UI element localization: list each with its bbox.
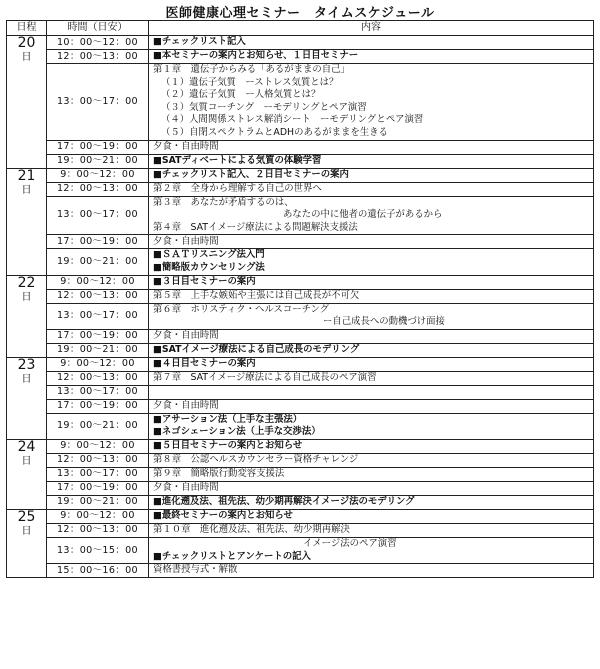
day-cell xyxy=(7,168,47,275)
content-cell xyxy=(149,385,594,399)
day-suffix: 日 xyxy=(21,373,32,385)
schedule-row xyxy=(7,140,594,154)
header-content: 内容 xyxy=(149,21,594,36)
day-suffix: 日 xyxy=(21,455,32,467)
time-cell: 19：00〜21：00 xyxy=(47,343,149,357)
schedule-row xyxy=(7,371,594,385)
content-cell xyxy=(149,36,594,50)
content-cell xyxy=(149,495,594,509)
content-cell xyxy=(149,303,594,329)
time-cell: 15：00〜16：00 xyxy=(47,564,149,578)
time-cell: 19：00〜21：00 xyxy=(47,154,149,168)
content-cell xyxy=(149,371,594,385)
content-cell xyxy=(149,140,594,154)
day-number: 23 xyxy=(17,357,36,373)
schedule-row xyxy=(7,385,594,399)
content-line: 第８章 公認ヘルスカウンセラー資格チャレンジ xyxy=(153,454,359,466)
content-cell xyxy=(149,182,594,196)
schedule-row xyxy=(7,564,594,578)
schedule-row xyxy=(7,537,594,563)
schedule-row xyxy=(7,36,594,50)
content-line: 資格書授与式・解散 xyxy=(153,564,238,576)
schedule-row xyxy=(7,196,594,235)
time-cell: 13：00〜15：00 xyxy=(47,537,149,563)
schedule-row xyxy=(7,249,594,275)
content-line: イメージ法のペア演習 xyxy=(303,537,397,549)
time-cell: 12：00〜13：00 xyxy=(47,371,149,385)
time-cell: 9：00〜12：00 xyxy=(47,439,149,453)
content-line: ■ネゴシェーション法（上手な交渉法） xyxy=(153,426,321,438)
content-line: ■SATディベートによる気質の体験学習 xyxy=(153,154,322,166)
content-cell xyxy=(149,537,594,563)
day-suffix: 日 xyxy=(21,525,32,537)
schedule-row xyxy=(7,481,594,495)
content-line: 第５章 上手な嫉妬や主張には自己成長が不可欠 xyxy=(153,289,360,301)
schedule-row xyxy=(7,453,594,467)
schedule-row xyxy=(7,467,594,481)
content-line: （１）遺伝子気質 ーストレス気質とは？ xyxy=(161,76,339,88)
content-line: ■ＳＡＴリスニング法入門 xyxy=(153,249,265,261)
schedule-row xyxy=(7,357,594,371)
content-line: 夕食・自由時間 xyxy=(153,329,219,341)
schedule-row xyxy=(7,399,594,413)
content-line: （３）気質コーチング ーモデリングとペア演習 xyxy=(161,101,367,113)
time-cell: 9：00〜12：00 xyxy=(47,275,149,289)
time-cell: 10：00〜12：00 xyxy=(47,36,149,50)
schedule-body xyxy=(7,36,594,578)
schedule-row xyxy=(7,303,594,329)
content-line: ー自己成長への動機づけ面接 xyxy=(323,316,445,328)
schedule-row xyxy=(7,329,594,343)
time-cell: 17：00〜19：00 xyxy=(47,329,149,343)
time-cell: 17：00〜19：00 xyxy=(47,140,149,154)
content-line: あなたの中に他者の遺伝子があるから xyxy=(283,209,443,221)
content-line: 第３章 あなたが矛盾するのは、 xyxy=(153,196,294,208)
content-cell xyxy=(149,399,594,413)
time-cell: 13：00〜17：00 xyxy=(47,64,149,141)
time-cell: 13：00〜17：00 xyxy=(47,303,149,329)
time-cell: 9：00〜12：00 xyxy=(47,357,149,371)
content-line: 夕食・自由時間 xyxy=(153,140,219,152)
time-cell: 12：00〜13：00 xyxy=(47,50,149,64)
day-number: 22 xyxy=(17,275,36,291)
time-cell: 9：00〜12：00 xyxy=(47,168,149,182)
content-line: ■３日目セミナーの案内 xyxy=(153,275,256,287)
schedule-row xyxy=(7,64,594,141)
header-day: 日程 xyxy=(7,21,47,36)
content-line: ■５日目セミナーの案内とお知らせ xyxy=(153,440,303,452)
schedule-row xyxy=(7,50,594,64)
content-cell xyxy=(149,64,594,141)
day-cell xyxy=(7,275,47,357)
day-number: 24 xyxy=(17,439,36,455)
content-line: 夕食・自由時間 xyxy=(153,399,219,411)
content-line: 第６章 ホリスティク・ヘルスコーチング xyxy=(153,303,330,315)
content-line: ■チェックリスト記入、２日目セミナーの案内 xyxy=(153,168,349,180)
content-line: 第９章 簡略版行動変容支援法 xyxy=(153,468,285,480)
day-cell xyxy=(7,357,47,439)
schedule-row xyxy=(7,235,594,249)
time-cell: 13：00〜17：00 xyxy=(47,196,149,235)
content-cell xyxy=(149,289,594,303)
day-cell xyxy=(7,36,47,169)
content-cell xyxy=(149,509,594,523)
schedule-row xyxy=(7,523,594,537)
time-cell: 12：00〜13：00 xyxy=(47,523,149,537)
content-line: ■チェックリスト記入 xyxy=(153,36,246,48)
day-number: 21 xyxy=(17,168,36,184)
content-cell xyxy=(149,249,594,275)
day-suffix: 日 xyxy=(21,184,32,196)
content-cell xyxy=(149,523,594,537)
time-cell: 19：00〜21：00 xyxy=(47,495,149,509)
content-cell xyxy=(149,275,594,289)
content-cell xyxy=(149,235,594,249)
content-line xyxy=(153,386,589,399)
content-line: 第１章 遺伝子からみる「あるがままの自己」 xyxy=(153,64,350,75)
content-line: 第１０章 進化遡及法、祖先法、幼少期再解決 xyxy=(153,524,350,536)
day-suffix: 日 xyxy=(21,291,32,303)
content-line: 第２章 全身から理解する自己の世界へ xyxy=(153,182,322,194)
time-cell: 17：00〜19：00 xyxy=(47,235,149,249)
schedule-row xyxy=(7,343,594,357)
content-cell xyxy=(149,439,594,453)
content-line: （２）遺伝子気質 ー人格気質とは？ xyxy=(161,89,321,101)
content-line: 夕食・自由時間 xyxy=(153,235,219,247)
content-line: ■進化遡及法、祖先法、幼少期再解決イメージ法のモデリング xyxy=(153,496,415,508)
content-cell xyxy=(149,343,594,357)
time-cell: 13：00〜17：00 xyxy=(47,385,149,399)
schedule-row xyxy=(7,495,594,509)
schedule-row xyxy=(7,154,594,168)
content-line: ■最終セミナーの案内とお知らせ xyxy=(153,510,293,522)
schedule-row xyxy=(7,439,594,453)
content-line: ■SATイメージ療法による自己成長のモデリング xyxy=(153,343,360,355)
time-cell: 12：00〜13：00 xyxy=(47,182,149,196)
time-cell: 9：00〜12：00 xyxy=(47,509,149,523)
content-line: 第４章 SATイメージ療法による問題解決支援法 xyxy=(153,221,358,233)
content-cell xyxy=(149,329,594,343)
content-line: ■アサーション法（上手な主張法） xyxy=(153,413,303,425)
day-number: 20 xyxy=(17,35,36,51)
content-cell xyxy=(149,481,594,495)
time-cell: 13：00〜17：00 xyxy=(47,467,149,481)
content-cell xyxy=(149,154,594,168)
content-cell xyxy=(149,50,594,64)
schedule-row xyxy=(7,509,594,523)
content-line: ■本セミナーの案内とお知らせ、１日目セミナー xyxy=(153,50,359,62)
schedule-row xyxy=(7,413,594,439)
content-cell xyxy=(149,168,594,182)
schedule-table xyxy=(6,20,594,578)
content-line: ■チェックリストとアンケートの記入 xyxy=(153,550,311,562)
header-row xyxy=(7,21,594,36)
content-cell xyxy=(149,196,594,235)
time-cell: 19：00〜21：00 xyxy=(47,249,149,275)
content-cell xyxy=(149,467,594,481)
day-cell xyxy=(7,509,47,577)
schedule-row xyxy=(7,182,594,196)
time-cell: 19：00〜21：00 xyxy=(47,413,149,439)
content-cell xyxy=(149,564,594,578)
schedule-row xyxy=(7,275,594,289)
schedule-row xyxy=(7,289,594,303)
content-cell xyxy=(149,453,594,467)
day-number: 25 xyxy=(17,509,36,525)
page-title: 医師健康心理セミナー タイムスケジュール xyxy=(165,6,435,21)
content-line: （４）人間関係ストレス解消シート ーモデリングとペア演習 xyxy=(161,114,424,126)
header-time: 時間（日安） xyxy=(47,21,149,36)
time-cell: 17：00〜19：00 xyxy=(47,481,149,495)
day-suffix: 日 xyxy=(21,52,32,63)
content-cell xyxy=(149,357,594,371)
content-line: 第７章 SATイメージ療法による自己成長のペア演習 xyxy=(153,371,377,383)
time-cell: 17：00〜19：00 xyxy=(47,399,149,413)
content-cell xyxy=(149,413,594,439)
content-line: ■簡略版カウンセリング法 xyxy=(153,261,265,273)
schedule-row xyxy=(7,168,594,182)
time-cell: 12：00〜13：00 xyxy=(47,453,149,467)
content-line: （５）自閉スペクトラムとADHのあるがままを生きる xyxy=(161,126,388,138)
content-line: ■４日目セミナーの案内 xyxy=(153,357,256,369)
content-line: 夕食・自由時間 xyxy=(153,482,219,494)
time-cell: 12：00〜13：00 xyxy=(47,289,149,303)
day-cell xyxy=(7,439,47,509)
